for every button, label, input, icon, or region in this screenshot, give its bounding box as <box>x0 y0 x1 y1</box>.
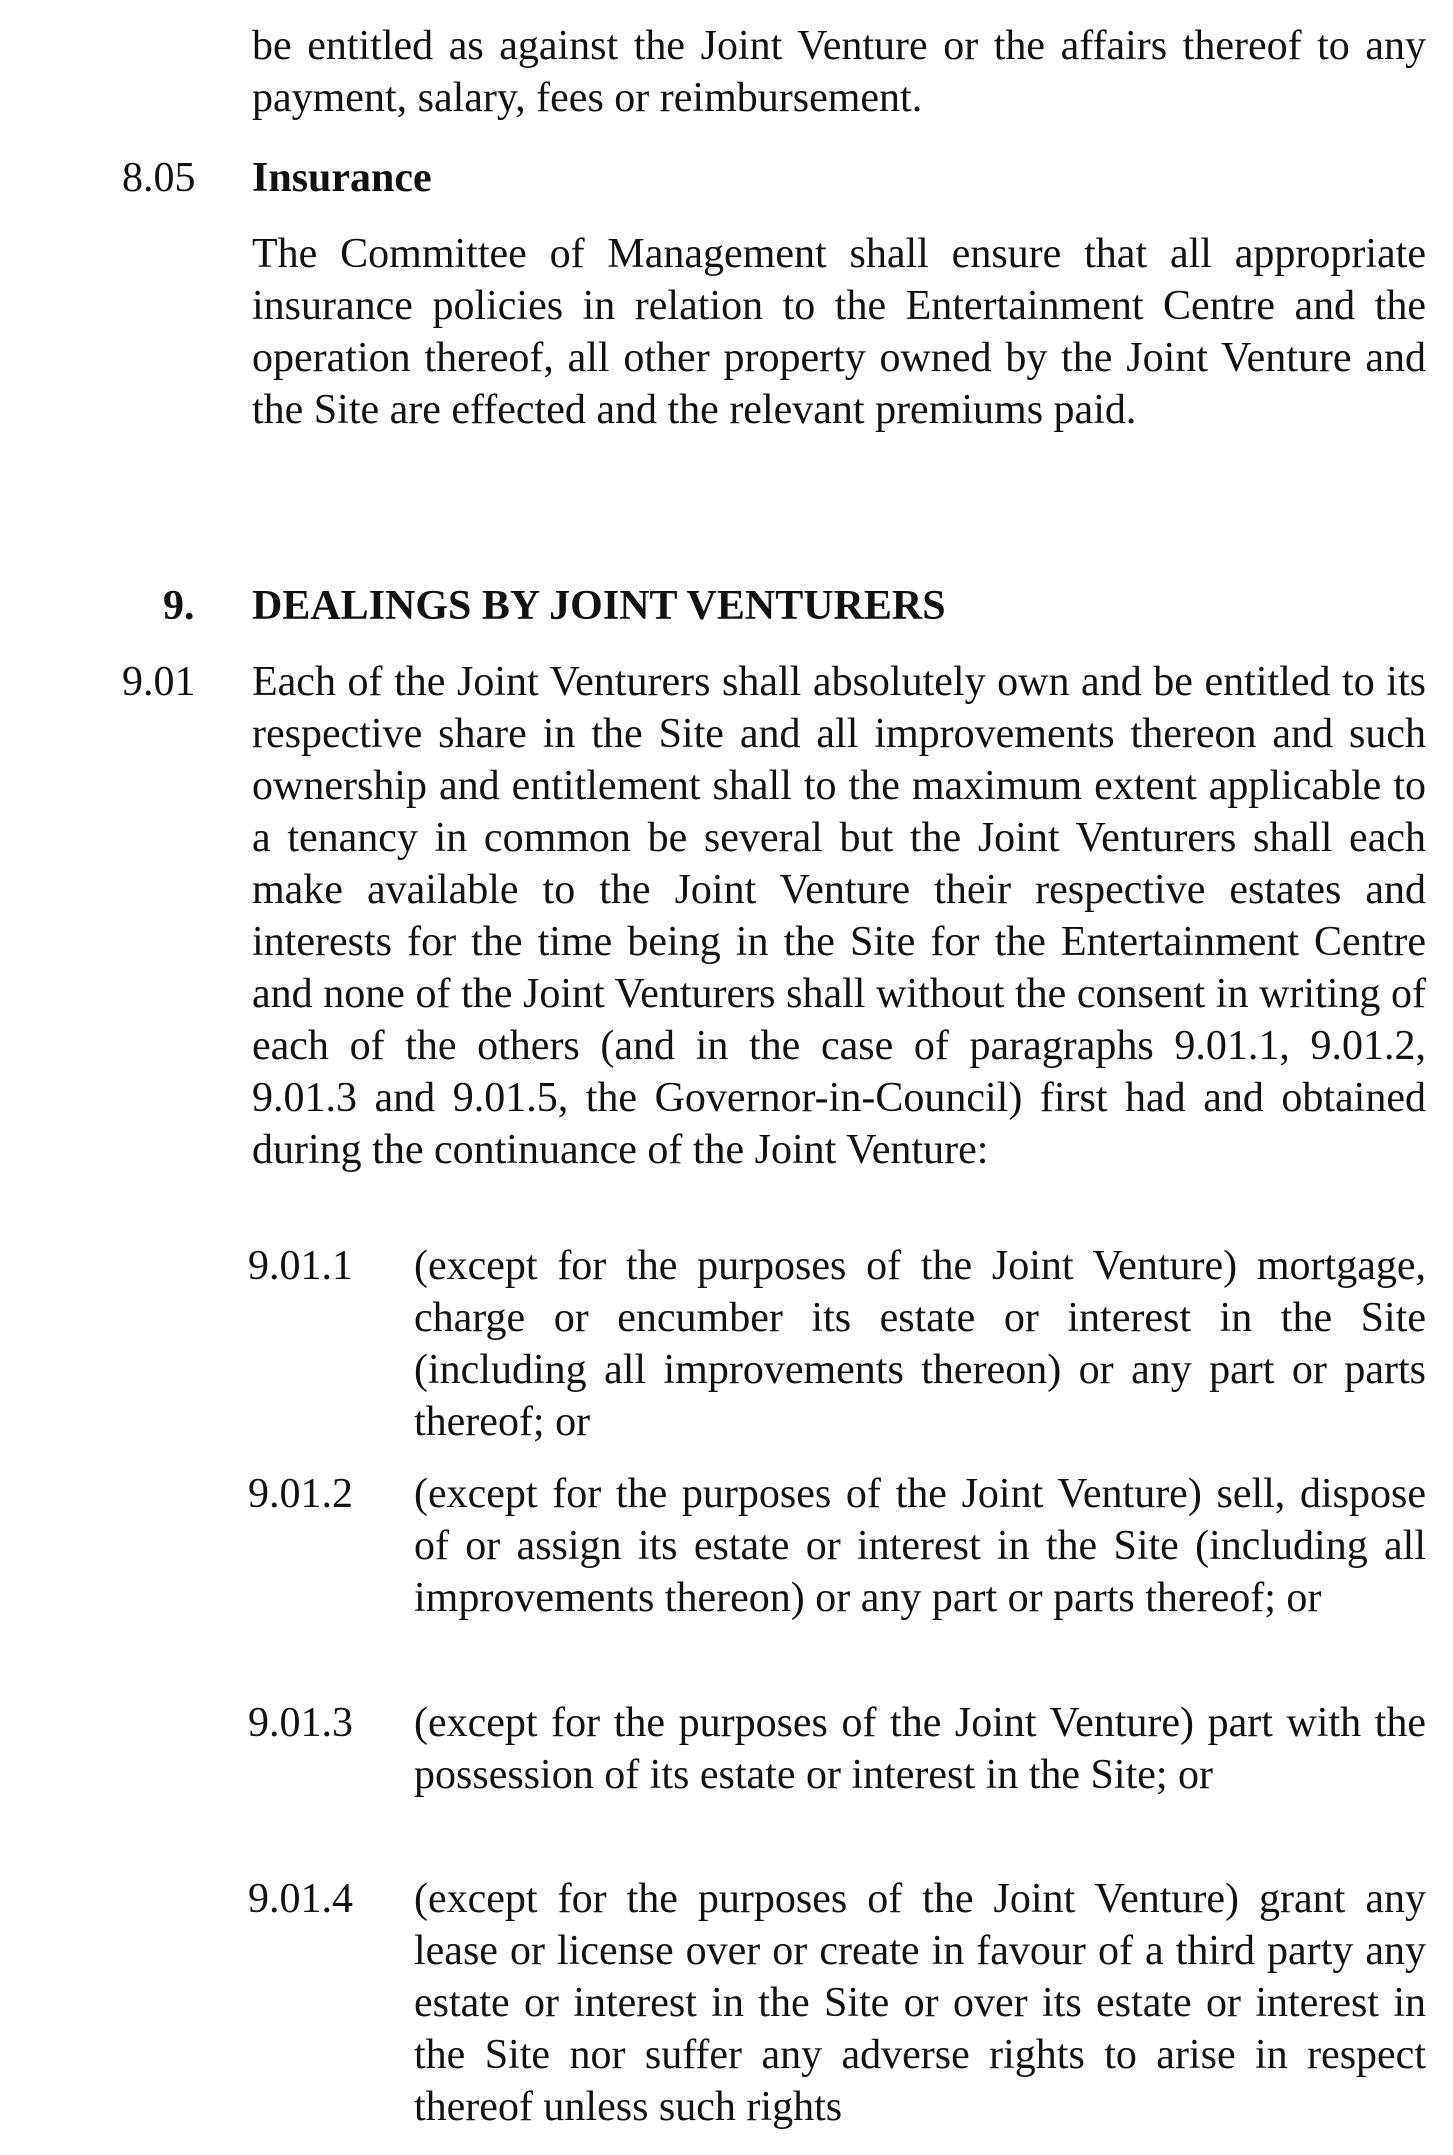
clause-number-8-05: 8.05 <box>122 155 196 201</box>
subclause-number: 9.01.4 <box>248 1876 353 1922</box>
subclause-paragraph: (except for the purposes of the Joint Venture) sell, dispose of or assign its estate or interest in the Site (including all improvements thereon) or any part or parts thereof; or <box>414 1471 1426 1621</box>
clause-heading-insurance: Insurance <box>252 155 432 201</box>
subclause-number: 9.01.3 <box>248 1700 353 1746</box>
subclause-paragraph: (except for the purposes of the Joint Venture) part with the possession of its estate or interest in the Site; or <box>414 1700 1426 1798</box>
clause-number-9-01: 9.01 <box>122 659 196 705</box>
subclause-paragraph: (except for the purposes of the Joint Venture) grant any lease or license over or create in favour of a third party any estate or interest in the Site or over its estate or interest in the Site nor suffer any adverse rights to arise in respect thereof unless such rights <box>414 1876 1426 2130</box>
clause-8-05-paragraph: The Committee of Management shall ensure that all appropriate insurance policies in relation to the Entertainment Centre and the operation thereof, all other property owned by the Joint Venture and the Site are effected and the relevant premiums paid. <box>252 231 1426 433</box>
continuation-paragraph: be entitled as against the Joint Venture or the affairs thereof to any payment, salary, fees or reimbursement. <box>252 23 1426 121</box>
subclause-paragraph: (except for the purposes of the Joint Venture) mortgage, charge or encumber its estate or interest in the Site (including all improvements thereon) or any part or parts thereof; or <box>414 1243 1426 1445</box>
subclause-number: 9.01.2 <box>248 1471 353 1517</box>
clause-9-01-paragraph: Each of the Joint Venturers shall absolutely own and be entitled to its respective share in the Site and all improvements thereon and such ownership and entitlement shall to the maximum extent applicable to a tenancy in common be several but the Joint Venturers shall each make available to the Joint Venture their respective estates and interests for the time being in the Site for the Entertainment Centre and none of the Joint Venturers shall without the consent in writing of each of the others (and in the case of paragraphs 9.01.1, 9.01.2, 9.01.3 and 9.01.5, the Governor-in-Council) first had and obtained during the continuance of the Joint Venture: <box>252 659 1426 1173</box>
section-heading-dealings: DEALINGS BY JOINT VENTURERS <box>252 583 946 629</box>
section-number-9: 9. <box>163 583 195 629</box>
subclause-number: 9.01.1 <box>248 1243 353 1289</box>
